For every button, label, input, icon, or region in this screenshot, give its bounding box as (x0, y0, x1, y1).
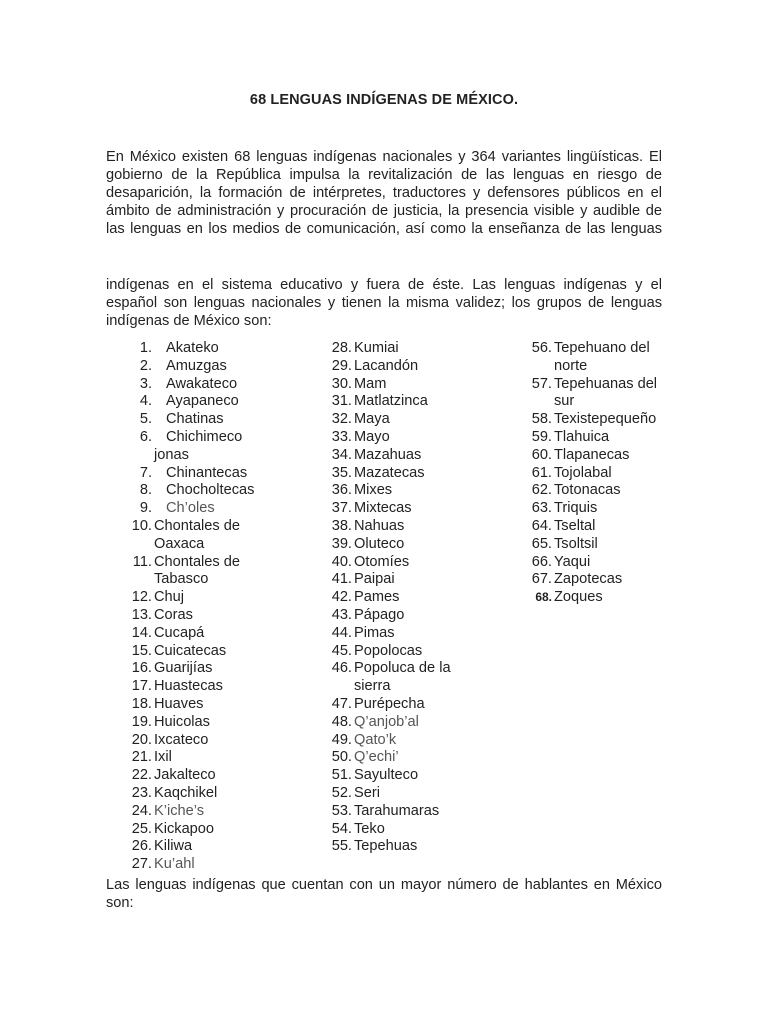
list-item (520, 429, 674, 447)
list-item (520, 393, 674, 411)
list-item-name: Seri (354, 784, 380, 801)
list-item-number: 67. (531, 571, 552, 588)
list-item-number: 2. (139, 357, 152, 374)
list-item-name: Popoluca de la (354, 660, 451, 677)
list-item-number: 62. (531, 482, 552, 499)
paragraph-line: ámbito de administración y procuración de justicia, la presencia visible y audible de (106, 203, 662, 219)
list-item (120, 660, 326, 678)
list-item (320, 518, 514, 536)
list-item-number: 27. (131, 856, 152, 873)
list-item (120, 749, 326, 767)
list-item-number: 36. (331, 482, 352, 499)
list-item-number: 14. (131, 624, 152, 641)
list-item-number (120, 447, 152, 465)
language-list-column-3 (520, 340, 674, 607)
list-item (520, 411, 674, 429)
list-item-number (120, 571, 152, 589)
list-item-name: Pimas (354, 624, 395, 641)
language-list-column-2 (320, 340, 514, 856)
list-item (320, 482, 514, 500)
list-item (520, 358, 674, 376)
list-item (120, 607, 326, 625)
list-item (320, 767, 514, 785)
list-item-number: 43. (331, 606, 352, 623)
list-item (520, 482, 674, 500)
list-item-name: Ixil (154, 749, 172, 766)
list-item-name: Chontales de (154, 517, 241, 534)
list-item (320, 589, 514, 607)
list-item-name: Ixcateco (154, 731, 209, 748)
list-item (320, 571, 514, 589)
list-item-name: Chichimeco (166, 428, 243, 445)
list-item (120, 340, 326, 358)
list-item-number: 23. (131, 784, 152, 801)
list-item-name: Tlapanecas (554, 446, 630, 463)
list-item-number: 61. (531, 464, 552, 481)
list-item-name: Tarahumaras (354, 802, 440, 819)
language-list-column-1 (120, 340, 326, 874)
list-item (120, 500, 326, 518)
list-item-number: 18. (131, 695, 152, 712)
list-item (320, 821, 514, 839)
list-item-number: 34. (331, 446, 352, 463)
list-item-name: Purépecha (354, 695, 425, 712)
list-item-name: Q’echi’ (354, 749, 399, 766)
list-item-number: 9. (139, 500, 152, 517)
paragraph-line: En México existen 68 lenguas indígenas nacionales y 364 variantes lingüísticas. El (106, 149, 662, 165)
list-item-number: 42. (331, 589, 352, 606)
list-item-number: 47. (331, 695, 352, 712)
list-item (320, 465, 514, 483)
list-item-number: 40. (331, 553, 352, 570)
list-item (120, 571, 326, 589)
list-item-name: Kiliwa (154, 838, 193, 855)
list-item (120, 518, 326, 536)
list-item-number (520, 393, 552, 411)
list-item-number: 12. (131, 589, 152, 606)
list-item (120, 767, 326, 785)
list-item-number: 28. (331, 340, 352, 356)
list-item-name: Otomíes (354, 553, 410, 570)
list-item (120, 856, 326, 874)
list-item-number: 58. (531, 411, 552, 428)
list-item (120, 536, 326, 554)
list-item-name: Mixtecas (354, 500, 412, 517)
list-item (320, 785, 514, 803)
list-item-name: Mayo (354, 428, 390, 445)
list-item-name: K’iche’s (154, 802, 205, 819)
intro-paragraph (106, 148, 662, 238)
list-item (120, 376, 326, 394)
list-item-name: Guarijías (154, 660, 213, 677)
list-item-name: Mam (354, 375, 387, 392)
list-item-name: Chinantecas (166, 464, 248, 481)
list-item (120, 554, 326, 572)
list-item (320, 714, 514, 732)
list-item-name: Ch’oles (166, 500, 215, 517)
list-item-number: 22. (131, 767, 152, 784)
list-item-name: Tojolabal (554, 464, 612, 481)
list-item-number: 20. (131, 731, 152, 748)
list-item-number: 6. (139, 428, 152, 445)
list-item (320, 696, 514, 714)
list-item-name: Zapotecas (554, 571, 623, 588)
list-item-number: 16. (131, 660, 152, 677)
list-item-name: Chontales de (154, 553, 241, 570)
list-item-name: Paipai (354, 571, 395, 588)
list-item (120, 393, 326, 411)
list-item-name: Amuzgas (166, 357, 227, 374)
list-item (120, 803, 326, 821)
list-item-number: 39. (331, 535, 352, 552)
list-item (120, 714, 326, 732)
list-item (120, 429, 326, 447)
list-item (120, 358, 326, 376)
list-item (320, 340, 514, 358)
list-item (120, 643, 326, 661)
list-item-name: Q’anjob’al (354, 713, 419, 730)
paragraph-line: indígenas en el sistema educativo y fuera de éste. Las lenguas indígenas y el (106, 277, 662, 293)
list-item-name: Zoques (554, 589, 603, 606)
list-item-name: Tseltal (554, 517, 596, 534)
list-item-name: Matlatzinca (354, 393, 428, 410)
list-item (520, 589, 674, 607)
list-item (320, 376, 514, 394)
list-item-number (320, 678, 352, 696)
list-item-name: Sayulteco (354, 767, 419, 784)
paragraph-line: español son lenguas nacionales y tienen la misma validez; los grupos de lenguas (106, 295, 662, 311)
list-item-name: Yaqui (554, 553, 591, 570)
list-item-name: Pápago (354, 606, 405, 623)
list-item-number: 66. (531, 553, 552, 570)
list-item-name: Nahuas (354, 517, 405, 534)
list-item-number: 5. (139, 411, 152, 428)
list-item (320, 678, 514, 696)
list-item-name: Tepehuanas del (554, 375, 658, 392)
list-item-name: Ayapaneco (166, 393, 239, 410)
list-item-name: sierra (354, 678, 391, 695)
list-item-name: Huastecas (154, 678, 223, 695)
list-item (520, 376, 674, 394)
list-item-name: Tlahuica (554, 428, 610, 445)
list-item-name: Ku’ahl (154, 856, 195, 873)
list-item-name: Akateko (166, 340, 219, 356)
list-item-number: 21. (131, 749, 152, 766)
list-item (120, 838, 326, 856)
list-item-name: Oluteco (354, 535, 405, 552)
list-item-number: 31. (331, 393, 352, 410)
list-item-name: norte (554, 357, 588, 374)
list-item-number: 19. (131, 713, 152, 730)
list-item-name: Popolocas (354, 642, 423, 659)
list-item (120, 678, 326, 696)
list-item (320, 358, 514, 376)
list-item-number: 53. (331, 802, 352, 819)
page-title: 68 LENGUAS INDÍGENAS DE MÉXICO. (249, 92, 519, 108)
list-item-name: Chuj (154, 589, 185, 606)
list-item-number: 46. (331, 660, 352, 677)
list-item-name: Kumiai (354, 340, 399, 356)
list-item-number: 13. (131, 606, 152, 623)
list-item-number: 10. (131, 517, 152, 534)
list-item-number: 4. (139, 393, 152, 410)
list-item-number: 37. (331, 500, 352, 517)
list-item-name: Huaves (154, 695, 204, 712)
paragraph-line: desaparición, la formación de intérpretes, traductores y defensores públicos en el (106, 185, 662, 201)
list-item (120, 465, 326, 483)
list-item-number: 8. (139, 482, 152, 499)
list-item-number: 64. (531, 517, 552, 534)
list-item-number: 35. (331, 464, 352, 481)
list-item-number: 54. (331, 820, 352, 837)
paragraph-line: indígenas de México son: (106, 313, 272, 329)
list-item-name: Qato’k (354, 731, 397, 748)
list-item-name: Maya (354, 411, 390, 428)
list-item-number: 52. (331, 784, 352, 801)
list-item-name: Huicolas (154, 713, 210, 730)
list-item (320, 554, 514, 572)
list-item-name: Totonacas (554, 482, 621, 499)
list-item-number (520, 358, 552, 376)
list-item (520, 465, 674, 483)
list-item-number: 48. (331, 713, 352, 730)
list-item-name: Mixes (354, 482, 393, 499)
list-item-name: Chatinas (166, 411, 224, 428)
list-item-number: 56. (531, 340, 552, 356)
list-item-name: Tabasco (154, 571, 209, 588)
list-item (520, 518, 674, 536)
list-item (120, 589, 326, 607)
list-item-name: sur (554, 393, 575, 410)
list-item-number (120, 536, 152, 554)
list-item-number: 7. (139, 464, 152, 481)
list-item-name: Texistepequeño (554, 411, 657, 428)
list-item-number: 17. (131, 678, 152, 695)
list-item (120, 447, 326, 465)
list-item-number: 33. (331, 428, 352, 445)
list-item-name: Mazatecas (354, 464, 425, 481)
list-item (320, 749, 514, 767)
list-item-number: 30. (331, 375, 352, 392)
list-item (320, 732, 514, 750)
second-paragraph (106, 276, 662, 330)
list-item-number: 38. (331, 517, 352, 534)
list-item (520, 571, 674, 589)
list-item (120, 625, 326, 643)
list-item (520, 500, 674, 518)
list-item-number: 26. (131, 838, 152, 855)
list-item-name: Kaqchikel (154, 784, 218, 801)
list-item (320, 838, 514, 856)
list-item (520, 340, 674, 358)
list-item-number: 11. (132, 553, 152, 570)
list-item (320, 500, 514, 518)
list-item-number: 55. (331, 838, 352, 855)
list-item (120, 732, 326, 750)
list-item-number: 63. (531, 500, 552, 517)
list-item (520, 536, 674, 554)
list-item-number: 29. (331, 357, 352, 374)
closing-paragraph (106, 876, 662, 912)
list-item-name: Coras (154, 606, 193, 623)
list-item-number: 32. (331, 411, 352, 428)
paragraph-line: son: (106, 895, 134, 911)
list-item-number: 68. (535, 590, 552, 605)
list-item-number: 57. (531, 375, 552, 392)
list-item-number: 65. (531, 535, 552, 552)
list-item (320, 803, 514, 821)
list-item (120, 482, 326, 500)
list-item-name: Kickapoo (154, 820, 215, 837)
list-item-name: jonas (154, 446, 189, 463)
list-item (320, 447, 514, 465)
list-item-name: Lacandón (354, 357, 419, 374)
list-item-name: Triquis (554, 500, 598, 517)
list-item-number: 49. (331, 731, 352, 748)
list-item-name: Mazahuas (354, 446, 422, 463)
list-item-name: Tepehuas (354, 838, 418, 855)
list-item-number: 24. (131, 802, 152, 819)
list-item (320, 643, 514, 661)
list-item (520, 447, 674, 465)
list-item-name: Oaxaca (154, 535, 205, 552)
list-item (320, 660, 514, 678)
list-item-name: Teko (354, 820, 385, 837)
list-item-number: 3. (139, 375, 152, 392)
list-item-name: Tsoltsil (554, 535, 598, 552)
paragraph-line: gobierno de la República impulsa la revitalización de las lenguas en riesgo de (106, 167, 662, 183)
list-item-number: 51. (331, 767, 352, 784)
list-item (320, 393, 514, 411)
list-item-number: 44. (331, 624, 352, 641)
list-item-name: Chocholtecas (166, 482, 255, 499)
list-item-number: 59. (531, 428, 552, 445)
list-item (520, 554, 674, 572)
list-item-name: Cuicatecas (154, 642, 227, 659)
list-item-name: Jakalteco (154, 767, 216, 784)
list-item-name: Tepehuano del (554, 340, 650, 356)
list-item (120, 411, 326, 429)
list-item (120, 821, 326, 839)
list-item-number: 1. (139, 340, 152, 356)
list-item (320, 625, 514, 643)
list-item (320, 429, 514, 447)
list-item-number: 60. (531, 446, 552, 463)
list-item-number: 41. (331, 571, 352, 588)
list-item-number: 25. (131, 820, 152, 837)
list-item (320, 536, 514, 554)
list-item (320, 607, 514, 625)
list-item-name: Cucapá (154, 624, 205, 641)
list-item (120, 696, 326, 714)
list-item-number: 15. (131, 642, 152, 659)
list-item-name: Awakateco (166, 375, 238, 392)
paragraph-line: Las lenguas indígenas que cuentan con un mayor número de hablantes en México (106, 877, 662, 893)
list-item-number: 50. (331, 749, 352, 766)
list-item (120, 785, 326, 803)
list-item-number: 45. (331, 642, 352, 659)
paragraph-line: las lenguas en los medios de comunicación, así como la enseñanza de las lenguas (106, 221, 662, 237)
list-item-name: Pames (354, 589, 400, 606)
list-item (320, 411, 514, 429)
